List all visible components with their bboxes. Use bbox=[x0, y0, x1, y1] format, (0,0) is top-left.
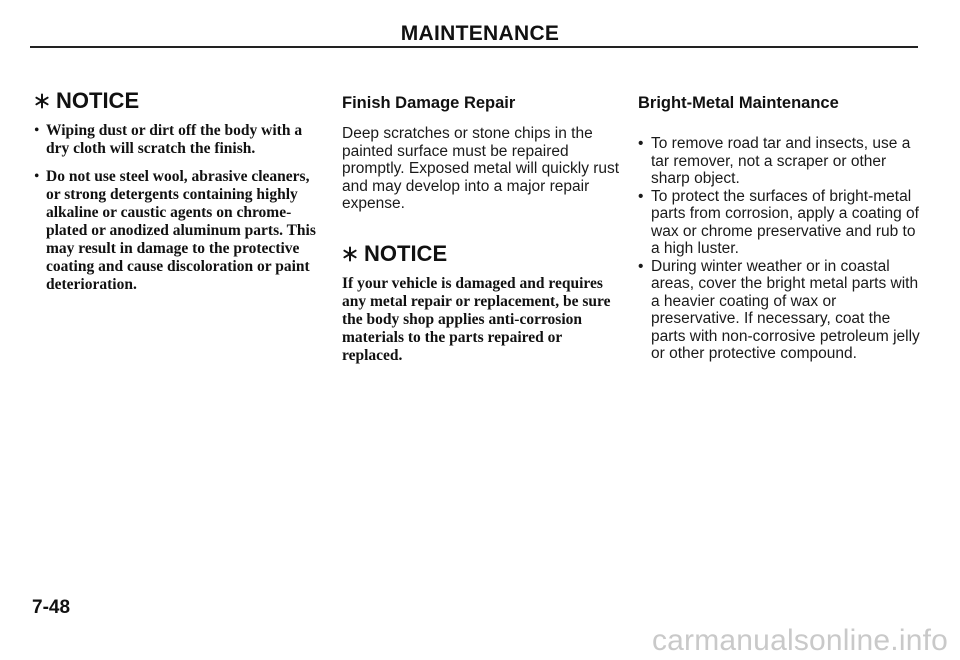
list-item-text: During winter weather or in coastal areas, cover the bright metal parts with a heavier coating of wax or preservative. If necessary, coat the parts with non-corrosive petroleum jelly or other protective compound. bbox=[651, 257, 920, 362]
page-header: MAINTENANCE bbox=[400, 22, 560, 45]
list-item bbox=[34, 122, 316, 158]
bullet-dot-icon: • bbox=[638, 135, 644, 152]
asterisk-icon bbox=[342, 246, 358, 262]
watermark-text: carmanualsonline.info bbox=[651, 624, 948, 657]
bullet-dot-icon: • bbox=[638, 257, 644, 275]
middle-notice-title: NOTICE bbox=[364, 240, 448, 266]
page-number: 7-48 bbox=[32, 597, 71, 618]
bright-metal-list bbox=[638, 135, 928, 363]
finish-damage-body: Deep scratches or stone chips in the painted surface must be repaired promptly. Exposed metal will quickly rust and may develop into a major repair expense. bbox=[342, 125, 620, 212]
list-item bbox=[638, 258, 928, 363]
bright-metal-heading: Bright-Metal Maintenance bbox=[638, 94, 839, 112]
list-item-text: To protect the surfaces of bright-metal parts from corrosion, apply a coating of wax or chrome preservative and rub to a high luster. bbox=[651, 187, 919, 257]
header-divider bbox=[30, 46, 918, 48]
middle-notice bbox=[342, 241, 624, 365]
finish-damage-heading: Finish Damage Repair bbox=[342, 94, 516, 112]
left-notice-list bbox=[34, 122, 316, 294]
bullet-dot-icon: • bbox=[638, 187, 644, 205]
bullet-dot-icon: • bbox=[34, 122, 40, 139]
left-column bbox=[34, 88, 316, 304]
middle-notice-text: If your vehicle is damaged and requires any metal repair or replacement, be sure the body shop applies anti-corrosion materials to the parts repaired or replaced. bbox=[342, 274, 611, 364]
bullet-dot-icon: • bbox=[34, 168, 40, 185]
list-item bbox=[638, 135, 928, 188]
left-notice-heading bbox=[34, 88, 316, 114]
list-item bbox=[34, 168, 316, 294]
left-notice-title: NOTICE bbox=[56, 88, 140, 113]
middle-column bbox=[342, 94, 624, 365]
list-item bbox=[638, 188, 928, 258]
right-column bbox=[638, 94, 928, 363]
asterisk-icon bbox=[34, 93, 50, 109]
list-item-text: Do not use steel wool, abrasive cleaners, or strong detergents containing highly alkaline or caustic agents on chrome-plated or anodized aluminum parts. This may result in damage to the protective coating and cause discoloration or paint deterioration. bbox=[46, 168, 316, 293]
list-item-text: To remove road tar and insects, use a tar remover, not a scraper or other sharp object. bbox=[651, 135, 911, 187]
middle-notice-heading bbox=[342, 241, 624, 267]
list-item-text: Wiping dust or dirt off the body with a dry cloth will scratch the finish. bbox=[46, 122, 303, 157]
